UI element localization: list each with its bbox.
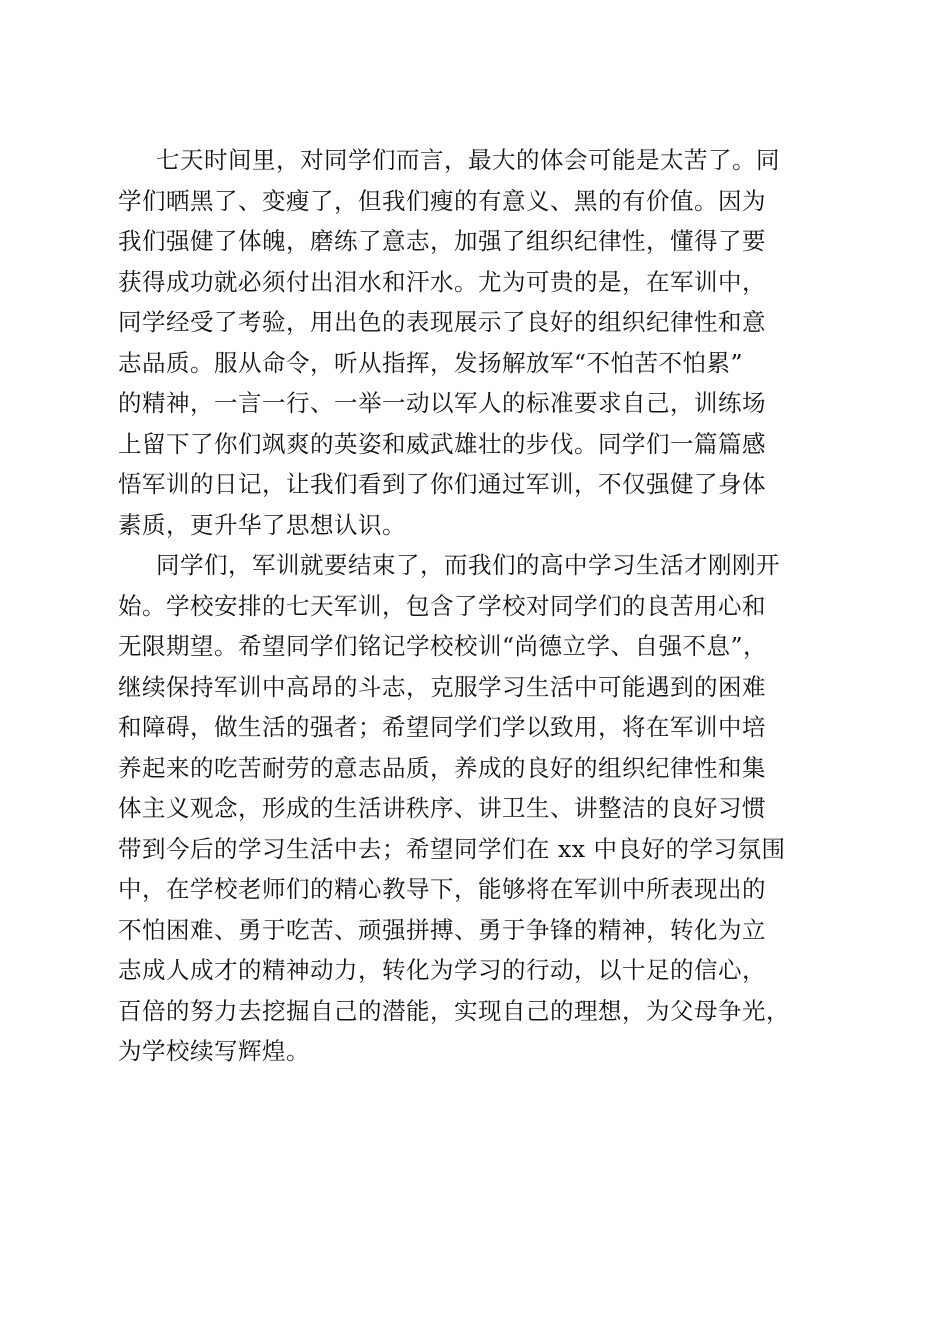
paragraph-line: 养起来的吃苦耐劳的意志品质，养成的良好的组织纪律性和集 — [118, 753, 766, 782]
paragraph-1 — [118, 140, 830, 545]
paragraph-line: 无限期望。希望同学们铭记学校校训“尚德立学、自强不息”， — [118, 632, 768, 660]
paragraph-line: 学们晒黑了、变瘦了，但我们瘦的有意义、黑的有价值。因为 — [118, 186, 766, 215]
paragraph-line: 获得成功就必须付出泪水和汗水。尤为可贵的是，在军训中， — [118, 267, 766, 296]
paragraph-line: 志成人成才的精神动力，转化为学习的行动，以十足的信心， — [118, 956, 766, 984]
paragraph-line: 和障碍，做生活的强者；希望同学们学以致用，将在军训中培 — [118, 713, 766, 741]
paragraph-line: 带到今后的学习生活中去；希望同学们在 xx 中良好的学习氛围 — [118, 834, 786, 863]
paragraph-line: 志品质。服从命令，听从指挥，发扬解放军“不怕苦不怕累” — [118, 348, 744, 377]
paragraph-line: 同学经受了考验，用出色的表现展示了良好的组织纪律性和意 — [118, 308, 766, 336]
paragraph-line: 体主义观念，形成的生活讲秩序、讲卫生、讲整洁的良好习惯 — [118, 794, 766, 822]
paragraph-line: 的精神，一言一行、一举一动以军人的标准要求自己，训练场 — [118, 389, 766, 417]
paragraph-line: 不怕困难、勇于吃苦、顽强拼搏、勇于争锋的精神，转化为立 — [118, 915, 766, 944]
paragraph-line: 我们强健了体魄，磨练了意志，加强了组织纪律性，懂得了要 — [118, 227, 766, 255]
paragraph-line: 上留下了你们飒爽的英姿和威武雄壮的步伐。同学们一篇篇感 — [118, 429, 766, 458]
paragraph-line: 悟军训的日记，让我们看到了你们通过军训，不仅强健了身体 — [118, 470, 766, 498]
paragraph-line: 中，在学校老师们的精心教导下，能够将在军训中所表现出的 — [118, 875, 766, 903]
paragraph-line: 七天时间里，对同学们而言，最大的体会可能是太苦了。同 — [156, 146, 780, 174]
paragraph-line: 百倍的努力去挖掘自己的潜能，实现自己的理想，为父母争光， — [118, 996, 790, 1025]
document-body — [118, 140, 830, 1072]
paragraph-line: 素质，更升华了思想认识。 — [118, 510, 406, 539]
paragraph-line: 始。学校安排的七天军训，包含了学校对同学们的良苦用心和 — [118, 591, 766, 620]
paragraph-2 — [118, 545, 830, 1072]
paragraph-line: 继续保持军训中高昂的斗志，克服学习生活中可能遇到的困难 — [118, 672, 766, 701]
paragraph-line: 同学们，军训就要结束了，而我们的高中学习生活才刚刚开 — [156, 551, 780, 579]
paragraph-line: 为学校续写辉煌。 — [118, 1037, 310, 1065]
